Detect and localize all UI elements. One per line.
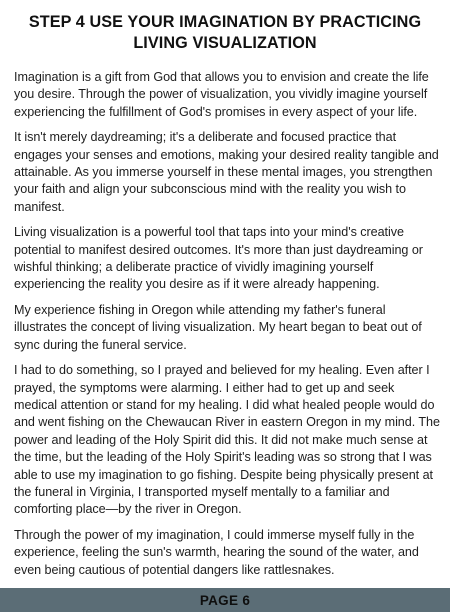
paragraph-6: Through the power of my imagination, I could immerse myself fully in the experience, feeling the sun's warmth, hearing the sound of the water, and even being cautious of potential dangers like rattlesnakes. — [14, 527, 419, 577]
paragraph-4: My experience fishing in Oregon while attending my father's funeral illustrates the concept of living visualization. My heart began to beat out of sync during the funeral service. — [14, 302, 422, 352]
paragraph-5: I had to do something, so I prayed and believed for my healing. Even after I prayed, the symptoms were alarming. I either had to get up and seek medical attention or stand for my healing. I did what healed people would do and went fishing on the Chewaucan River in eastern Oregon in my mind. The power and leading of the Holy Spirit did this. It did not make much sense at the time, but the leading of the Holy Spirit's leading was so strong that I was able to use my imagination to go fishing. Despite being physically present at the funeral in Virginia, I transported myself mentally to a familiar and comforting place—by the river in Oregon. — [14, 363, 440, 517]
page-title: STEP 4 USE YOUR IMAGINATION BY PRACTICING LIVING VISUALIZATION — [28, 13, 422, 52]
paragraph-2: It isn't merely daydreaming; it's a deliberate and focused practice that engages your senses and emotions, making your desired reality tangible and attainable. As you immerse yourself in these mental images, you strengthen your faith and align your subconscious mind with the reality you wish to manifest. — [14, 130, 439, 214]
page-number-label: PAGE 6 — [199, 592, 251, 608]
document-body — [14, 69, 440, 587]
paragraph-3: Living visualization is a powerful tool that taps into your mind's creative potential to manifest desired outcomes. It's more than just daydreaming or wishful thinking; a deliberate practice of vividly imagining yourself experiencing the reality you desire as if it were already happening. — [14, 225, 423, 292]
page-footer-bar — [0, 588, 450, 612]
paragraph-1: Imagination is a gift from God that allows you to envision and create the life you desire. Through the power of visualization, you vividly imagine yourself experiencing the fulfillment of God's promises in every aspect of your life. — [14, 70, 429, 119]
